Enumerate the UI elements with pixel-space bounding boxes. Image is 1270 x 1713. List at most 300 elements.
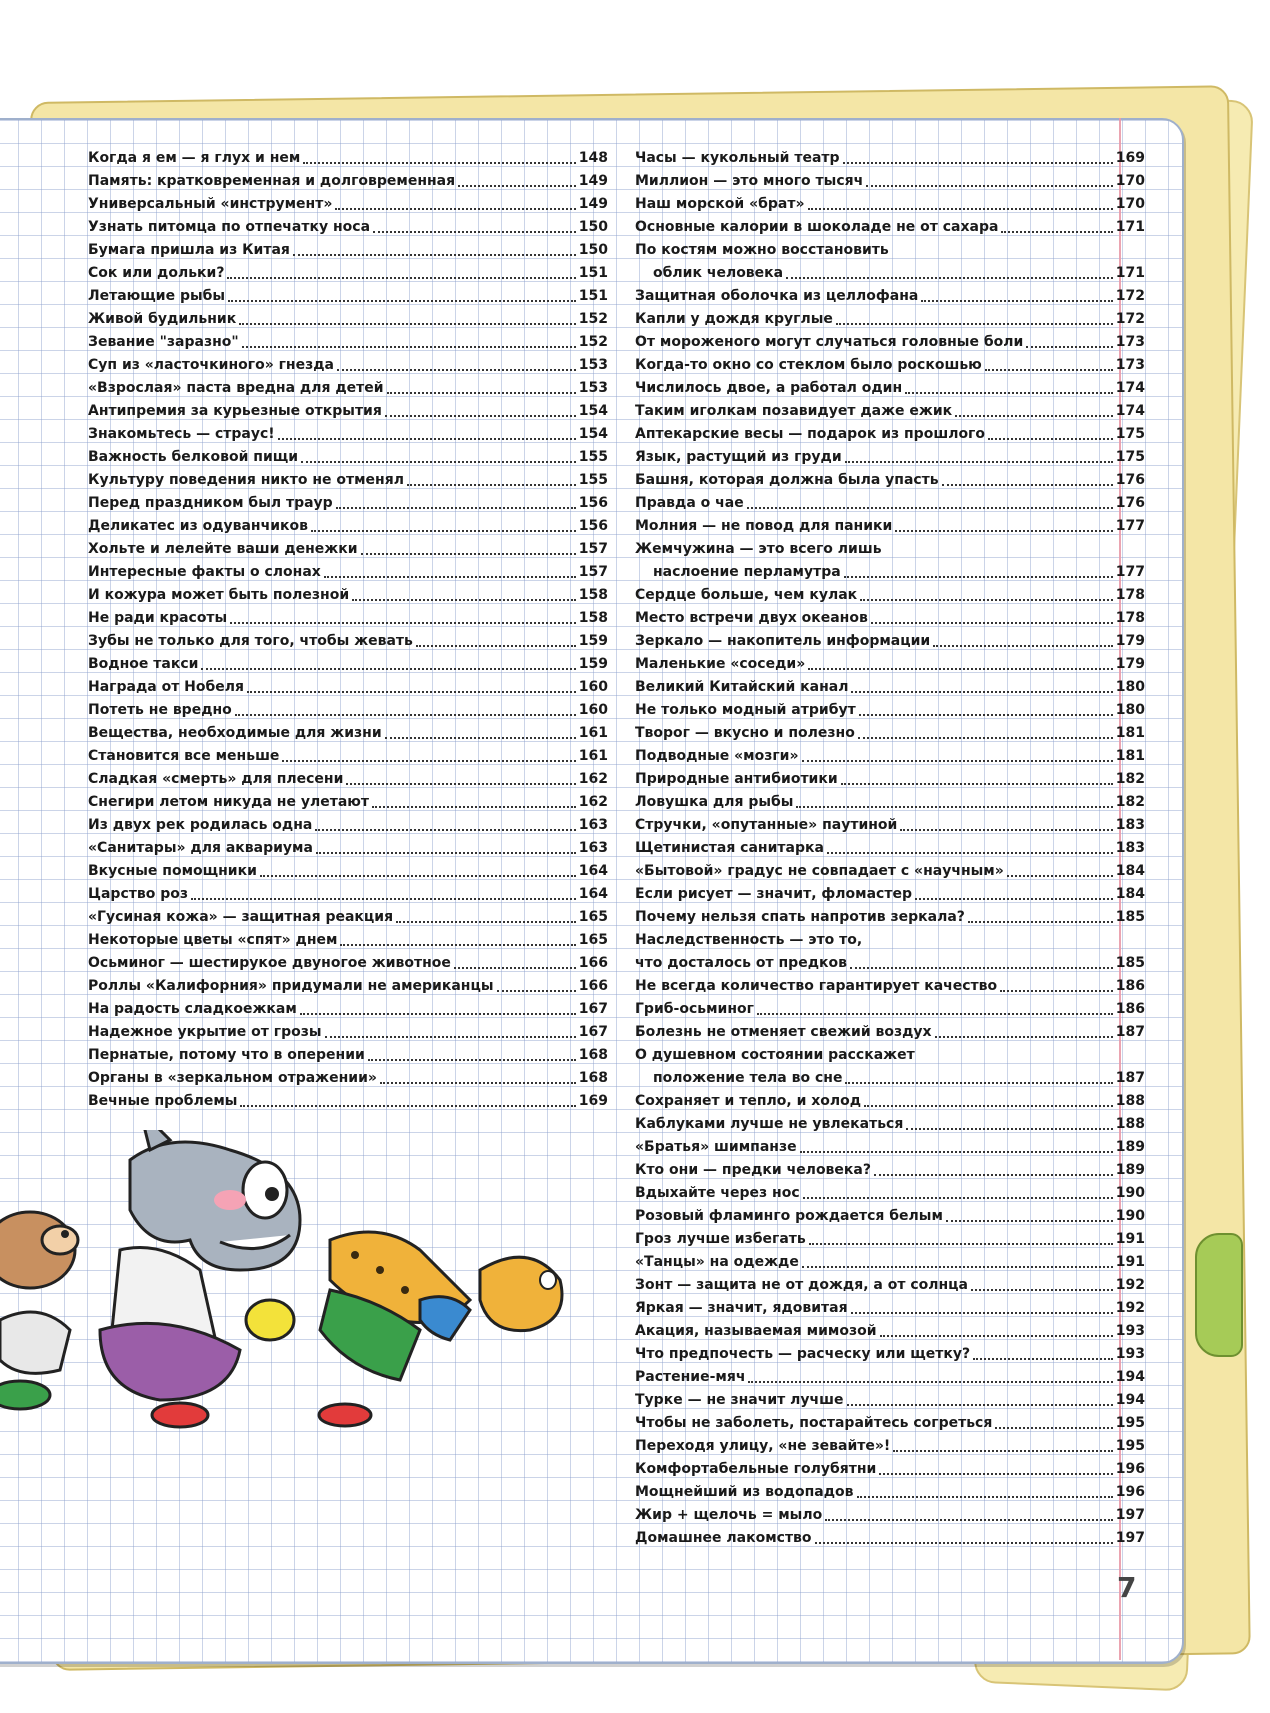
toc-page-number: 192 [1115,1277,1145,1293]
toc-entry [635,1504,1145,1527]
toc-entry [88,492,608,515]
dot-leader [368,1059,576,1061]
dot-leader [995,1427,1112,1429]
toc-page-number: 162 [578,771,608,787]
toc-page-number: 179 [1115,656,1145,672]
toc-page-number: 183 [1115,840,1145,856]
toc-entry-title: Не всегда количество гарантирует качество [635,978,998,994]
toc-entry [635,354,1145,377]
dot-leader [239,323,576,325]
toc-entry [88,262,608,285]
toc-entry [635,469,1145,492]
toc-entry-title: Зевание "заразно" [88,334,239,350]
toc-page-number: 175 [1115,449,1145,465]
toc-entry-title: Комфортабельные голубятни [635,1461,877,1477]
toc-page-number: 165 [578,932,608,948]
dot-leader [235,714,576,716]
toc-entry-title: Хольте и лелейте ваши денежки [88,541,358,557]
toc-page-number: 163 [578,840,608,856]
green-tab [1195,1233,1243,1357]
toc-entry [635,745,1145,768]
toc-entry-title: Розовый фламинго рождается белым [635,1208,943,1224]
toc-entry [88,653,608,676]
dot-leader [808,668,1113,670]
toc-page-number: 196 [1115,1461,1145,1477]
toc-entry-title: Если рисует — значит, фломастер [635,886,912,902]
dot-leader [874,1174,1113,1176]
toc-entry [88,860,608,883]
toc-entry-title: Перед праздником был траур [88,495,333,511]
dot-leader [809,1243,1113,1245]
toc-entry [88,906,608,929]
toc-page-number: 192 [1115,1300,1145,1316]
toc-entry [88,837,608,860]
toc-entry-title: Универсальный «инструмент» [88,196,333,212]
toc-page-number: 191 [1115,1231,1145,1247]
toc-entry [88,285,608,308]
dot-leader [407,484,576,486]
toc-page-number: 174 [1115,380,1145,396]
toc-entry-title: Правда о чае [635,495,744,511]
toc-entry-title: Потеть не вредно [88,702,232,718]
toc-entry [635,1366,1145,1389]
toc-page-number: 159 [578,633,608,649]
dot-leader [847,1404,1113,1406]
dot-leader [385,737,576,739]
toc-entry [635,952,1145,975]
toc-page-number: 172 [1115,288,1145,304]
toc-entry [635,1343,1145,1366]
toc-page-number: 194 [1115,1369,1145,1385]
toc-page-number: 164 [578,886,608,902]
toc-entry [635,515,1145,538]
toc-entry-title: Язык, растущий из груди [635,449,842,465]
toc-entry [635,1205,1145,1228]
toc-entry [635,998,1145,1021]
toc-entry [635,561,1145,584]
dot-leader [859,714,1113,716]
toc-entry [635,1412,1145,1435]
toc-page-number: 190 [1115,1208,1145,1224]
dot-leader [802,760,1113,762]
dot-leader [336,507,576,509]
dot-leader [935,1036,1113,1038]
toc-page-number: 188 [1115,1093,1145,1109]
toc-entry [88,170,608,193]
toc-page-number: 149 [578,196,608,212]
dot-leader [844,576,1113,578]
toc-entry [88,584,608,607]
toc-entry [635,814,1145,837]
toc-entry [635,1113,1145,1136]
toc-page-number: 173 [1115,357,1145,373]
toc-entry-title: Что предпочесть — расческу или щетку? [635,1346,971,1362]
toc-entry-title: Сок или дольки? [88,265,225,281]
toc-entry [88,791,608,814]
toc-entry [88,722,608,745]
toc-entry [88,239,608,262]
dot-leader [191,898,576,900]
toc-page-number: 182 [1115,794,1145,810]
toc-page-number: 195 [1115,1415,1145,1431]
toc-page-number: 167 [578,1001,608,1017]
toc-page-number: 197 [1115,1507,1145,1523]
dot-leader [303,162,575,164]
toc-entry [88,561,608,584]
toc-page-number: 153 [578,357,608,373]
dot-leader [311,530,576,532]
dot-leader [352,599,576,601]
toc-entry [88,630,608,653]
dot-leader [893,1450,1112,1452]
dot-leader [315,829,575,831]
toc-entry-title: Гроз лучше избегать [635,1231,806,1247]
toc-page-number: 183 [1115,817,1145,833]
dot-leader [857,1496,1113,1498]
toc-page-number: 152 [578,311,608,327]
toc-entry [635,1320,1145,1343]
dot-leader [372,806,576,808]
dot-leader [906,1128,1112,1130]
toc-entry-title: Маленькие «соседи» [635,656,806,672]
toc-entry-title: Вкусные помощники [88,863,257,879]
toc-page-number: 158 [578,610,608,626]
toc-entry [88,423,608,446]
toc-entry-title: О душевном состоянии расскажет [635,1047,915,1063]
toc-entry [88,929,608,952]
toc-entry-title: Память: кратковременная и долговременная [88,173,456,189]
toc-entry [635,1159,1145,1182]
dot-leader [373,231,576,233]
dot-leader [985,369,1113,371]
toc-entry-title: Яркая — значит, ядовитая [635,1300,848,1316]
toc-entry [635,1297,1145,1320]
toc-entry-title: «Танцы» на одежде [635,1254,799,1270]
toc-page-number: 169 [1115,150,1145,166]
toc-page-number: 154 [578,426,608,442]
dot-leader [1026,346,1112,348]
toc-page-number: 176 [1115,495,1145,511]
dot-leader [864,1105,1113,1107]
toc-entry-title: Аптекарские весы — подарок из прошлого [635,426,985,442]
toc-page-number: 178 [1115,587,1145,603]
dot-leader [843,162,1113,164]
toc-entry-title: Переходя улицу, «не зевайте»! [635,1438,891,1454]
dot-leader [815,1542,1113,1544]
toc-entry-title: Вечные проблемы [88,1093,238,1109]
toc-entry [635,906,1145,929]
dot-leader [293,254,576,256]
toc-entry-title: Подводные «мозги» [635,748,799,764]
toc-page-number: 170 [1115,196,1145,212]
toc-entry-title: наслоение перламутра [653,564,841,580]
toc-page-number: 195 [1115,1438,1145,1454]
toc-page-number: 188 [1115,1116,1145,1132]
cheetah-cartoon [319,1232,562,1426]
dot-leader [851,691,1112,693]
toc-page-number: 197 [1115,1530,1145,1546]
toc-entry-title: И кожура может быть полезной [88,587,350,603]
toc-entry [635,147,1145,170]
toc-entry [635,1228,1145,1251]
toc-entry-title: Важность белковой пищи [88,449,299,465]
toc-entry [88,1021,608,1044]
toc-entry [88,331,608,354]
toc-entry-title: «Братья» шимпанзе [635,1139,797,1155]
dot-leader [230,622,576,624]
toc-entry-title: Великий Китайский канал [635,679,849,695]
toc-entry-title: Надежное укрытие от грозы [88,1024,322,1040]
dot-leader [1007,875,1113,877]
toc-entry [88,998,608,1021]
toc-entry [635,1481,1145,1504]
toc-entry-title: Культуру поведения никто не отменял [88,472,404,488]
toc-page-number: 168 [578,1047,608,1063]
toc-entry [635,193,1145,216]
toc-entry [635,400,1145,423]
toc-entry [635,377,1145,400]
dot-leader [841,783,1113,785]
toc-entry-title: Башня, которая должна была упасть [635,472,939,488]
toc-page-number: 187 [1115,1070,1145,1086]
toc-page-number: 162 [578,794,608,810]
toc-entry-title: Не только модный атрибут [635,702,856,718]
toc-entry [635,883,1145,906]
dot-leader [905,392,1113,394]
toc-entry-title: Живой будильник [88,311,237,327]
dot-leader [278,438,576,440]
toc-entry [88,515,608,538]
dot-leader [247,691,576,693]
toc-page-number: 185 [1115,955,1145,971]
dog-cartoon [0,1212,78,1409]
toc-page-number: 193 [1115,1323,1145,1339]
dot-leader [396,921,576,923]
toc-entry-title: Растение-мяч [635,1369,746,1385]
toc-entry-title: Акация, называемая мимозой [635,1323,877,1339]
toc-entry-title: Часы — кукольный театр [635,150,840,166]
toc-entry-title: Болезнь не отменяет свежий воздух [635,1024,932,1040]
dot-leader [796,806,1112,808]
toc-page-number: 151 [578,288,608,304]
toc-entry-title: Узнать питомца по отпечатку носа [88,219,371,235]
toc-page-number: 184 [1115,863,1145,879]
dot-leader [301,461,576,463]
dot-leader [866,185,1113,187]
dot-leader [988,438,1113,440]
toc-page-number: 167 [578,1024,608,1040]
toc-entry [635,653,1145,676]
toc-page-number: 181 [1115,748,1145,764]
toc-page-number: 164 [578,863,608,879]
toc-entry [635,722,1145,745]
toc-entry [635,1251,1145,1274]
toc-entry-title: Роллы «Калифорния» придумали не американцы [88,978,494,994]
dot-leader [335,208,575,210]
toc-entry-title: «Гусиная кожа» — защитная реакция [88,909,394,925]
cartoon-illustration [0,1130,620,1430]
toc-entry [88,768,608,791]
toc-entry [88,1067,608,1090]
dot-leader [871,622,1113,624]
toc-entry [635,262,1145,285]
toc-page-number: 151 [578,265,608,281]
toc-entry [88,607,608,630]
toc-entry [88,400,608,423]
toc-entry-title: На радость сладкоежкам [88,1001,297,1017]
toc-page-number: 163 [578,817,608,833]
toc-entry-title: Турке — не значит лучше [635,1392,844,1408]
toc-entry-title: Наследственность — это то, [635,932,863,948]
toc-page-number: 157 [578,564,608,580]
toc-entry-title: Щетинистая санитарка [635,840,824,856]
dot-leader [845,461,1113,463]
toc-entry [88,676,608,699]
toc-page-number: 176 [1115,472,1145,488]
dot-leader [458,185,576,187]
dot-leader [361,553,576,555]
toc-page-number: 155 [578,449,608,465]
toc-entry-title: Осьминог — шестирукое двуногое животное [88,955,451,971]
toc-entry-title: Основные калории в шоколаде не от сахара [635,219,999,235]
dot-leader [851,1312,1113,1314]
toc-page-number: 173 [1115,334,1145,350]
toc-entry-title: Зубы не только для того, чтобы жевать [88,633,413,649]
toc-page-number: 174 [1115,403,1145,419]
toc-page-number: 178 [1115,610,1145,626]
dot-leader [845,1082,1112,1084]
dot-leader [325,1036,576,1038]
toc-page-number: 182 [1115,771,1145,787]
toc-entry-title: облик человека [653,265,784,281]
toc-page-number: 196 [1115,1484,1145,1500]
toc-entry [635,285,1145,308]
toc-entry-title: Сладкая «смерть» для плесени [88,771,344,787]
toc-entry-title: Зеркало — накопитель информации [635,633,931,649]
dot-leader [968,921,1113,923]
toc-entry-title: Не ради красоты [88,610,228,626]
toc-page-number: 194 [1115,1392,1145,1408]
toc-page-number: 160 [578,702,608,718]
toc-entry [88,469,608,492]
toc-entry [635,216,1145,239]
toc-entry [88,446,608,469]
dot-leader [915,898,1113,900]
toc-entry-title: Наш морской «брат» [635,196,805,212]
toc-page-number: 177 [1115,564,1145,580]
toc-page-number: 185 [1115,909,1145,925]
toc-entry [88,216,608,239]
toc-entry-title: Вещества, необходимые для жизни [88,725,382,741]
dot-leader [879,1473,1112,1475]
horse-cartoon [100,1130,300,1427]
dot-leader [747,507,1113,509]
dot-leader [946,1220,1113,1222]
toc-entry [635,768,1145,791]
toc-page-number: 148 [578,150,608,166]
toc-entry-title: Чтобы не заболеть, постарайтесь согреться [635,1415,993,1431]
toc-page-number: 191 [1115,1254,1145,1270]
toc-entry [635,584,1145,607]
toc-page-number: 175 [1115,426,1145,442]
toc-entry [635,1182,1145,1205]
toc-entry-title: Снегири летом никуда не улетают [88,794,370,810]
toc-page-number: 184 [1115,886,1145,902]
dot-leader [757,1013,1113,1015]
toc-page-number: 166 [578,955,608,971]
toc-entry-title: Становится все меньше [88,748,280,764]
toc-page-number: 150 [578,219,608,235]
dot-leader [227,277,575,279]
toc-entry [635,1136,1145,1159]
toc-entry-title: Творог — вкусно и полезно [635,725,855,741]
dot-leader [340,944,575,946]
toc-entry-title: Жемчужина — это всего лишь [635,541,882,557]
toc-entry-title: Капли у дождя круглые [635,311,833,327]
dot-leader [800,1151,1113,1153]
toc-page-number: 179 [1115,633,1145,649]
toc-entry-title: Из двух рек родилась одна [88,817,313,833]
toc-left-column [88,147,608,1113]
toc-entry-title: Летающие рыбы [88,288,226,304]
toc-entry-title: Интересные факты о слонах [88,564,321,580]
toc-entry-title: Деликатес из одуванчиков [88,518,309,534]
dot-leader [228,300,576,302]
toc-page-number: 181 [1115,725,1145,741]
dot-leader [836,323,1113,325]
dot-leader [1001,231,1112,233]
toc-entry [635,1021,1145,1044]
toc-entry-title: Домашнее лакомство [635,1530,812,1546]
toc-entry-title: Природные антибиотики [635,771,838,787]
toc-entry [635,1274,1145,1297]
toc-entry [88,308,608,331]
toc-entry [635,170,1145,193]
toc-entry [88,952,608,975]
toc-page-number: 157 [578,541,608,557]
dot-leader [803,1197,1113,1199]
dot-leader [942,484,1113,486]
dot-leader [380,1082,576,1084]
toc-entry [635,975,1145,998]
toc-right-column [635,147,1145,1550]
toc-page-number: 150 [578,242,608,258]
toc-entry [88,377,608,400]
dot-leader [316,852,576,854]
dot-leader [850,967,1113,969]
dot-leader [955,415,1113,417]
toc-page-number: 189 [1115,1162,1145,1178]
toc-page-number: 169 [578,1093,608,1109]
dot-leader [387,392,576,394]
toc-entry-title: Зонт — защита не от дождя, а от солнца [635,1277,968,1293]
page-number: 7 [1117,1571,1137,1604]
dot-leader [1000,990,1113,992]
toc-entry [635,699,1145,722]
toc-entry [88,883,608,906]
dot-leader [337,369,576,371]
toc-entry-title: «Санитары» для аквариума [88,840,313,856]
toc-entry-title: Место встречи двух океанов [635,610,868,626]
dot-leader [260,875,576,877]
toc-entry-title: Знакомьтесь — страус! [88,426,275,442]
toc-page-number: 166 [578,978,608,994]
toc-entry-title: Числилось двое, а работал один [635,380,903,396]
toc-entry-title: Некоторые цветы «спят» днем [88,932,338,948]
dot-leader [300,1013,576,1015]
toc-page-number: 161 [578,725,608,741]
toc-page-number: 186 [1115,1001,1145,1017]
